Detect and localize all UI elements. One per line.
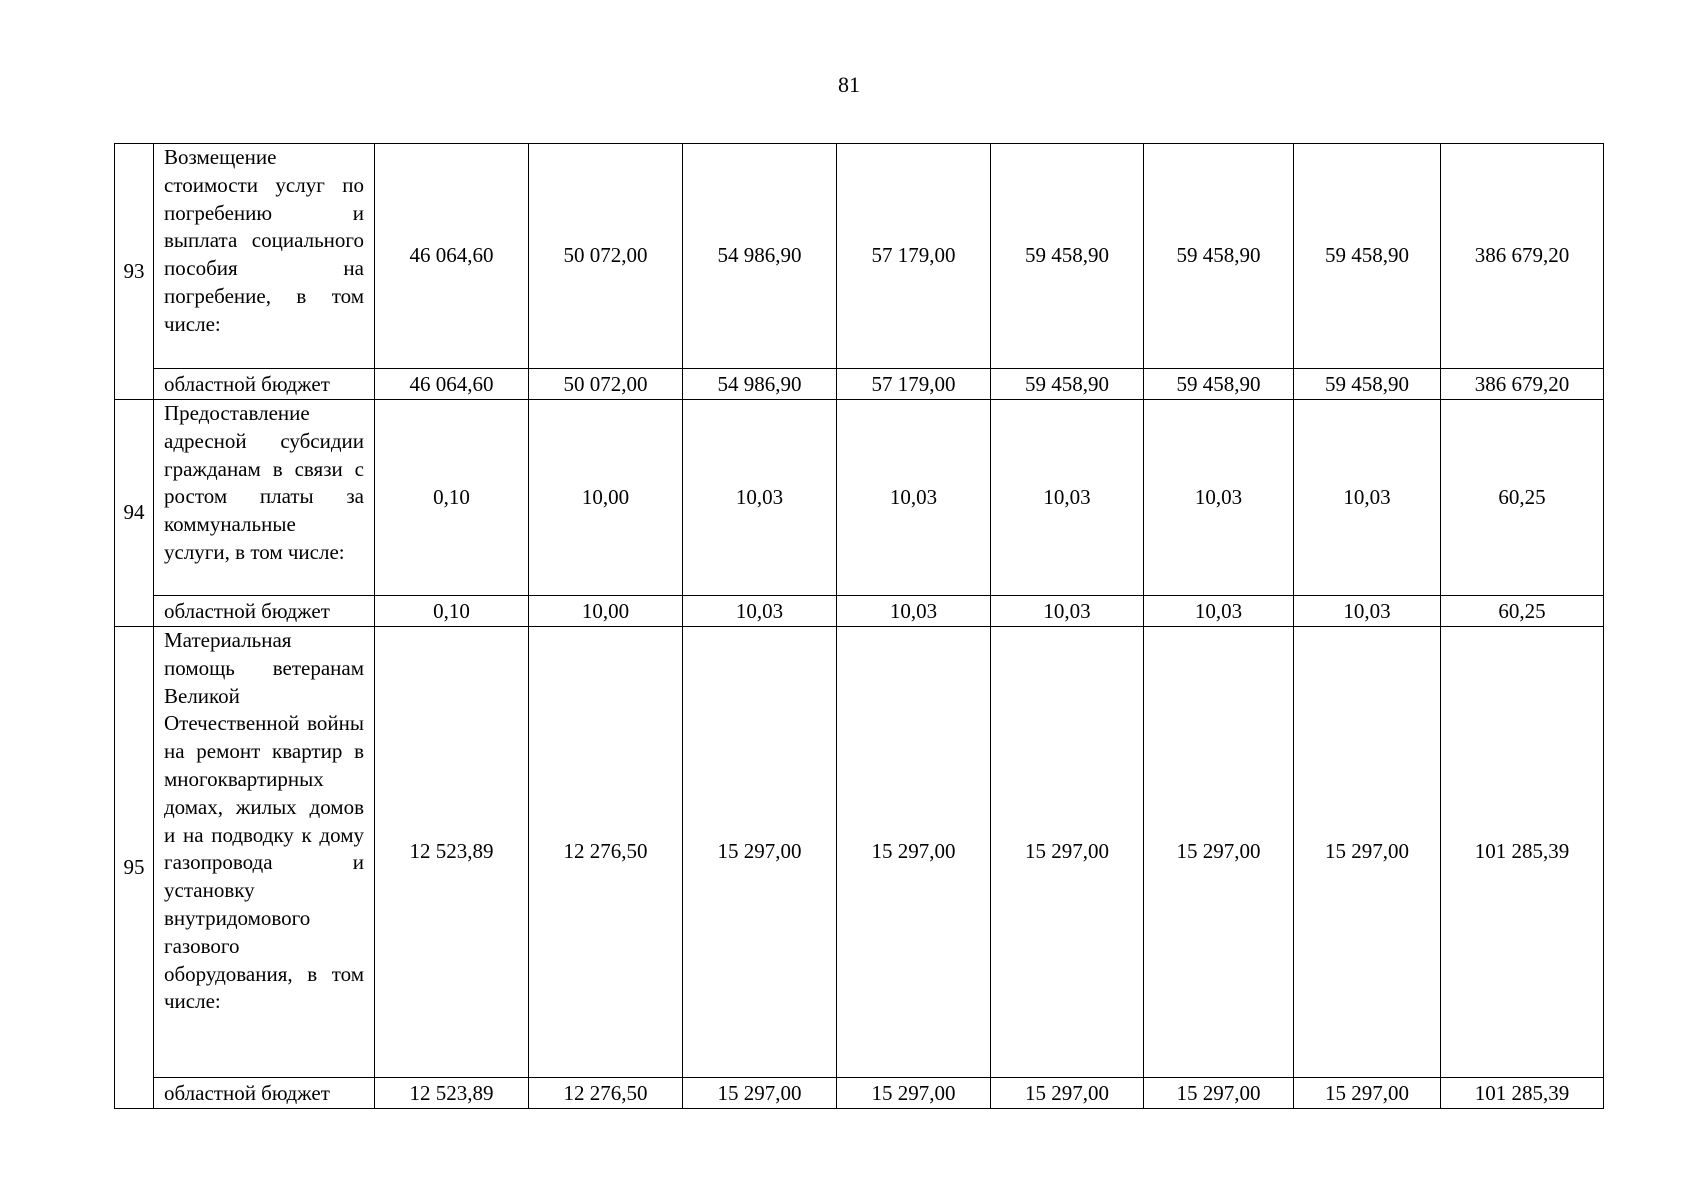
source-value: 0,10 [375, 596, 529, 627]
row-total: 386 679,20 [1441, 144, 1604, 369]
source-value: 15 297,00 [1294, 1078, 1441, 1109]
source-value: 10,03 [1294, 596, 1441, 627]
source-value: 50 072,00 [529, 369, 683, 400]
source-value: 59 458,90 [1144, 369, 1294, 400]
source-value: 12 276,50 [529, 1078, 683, 1109]
row-value: 46 064,60 [375, 144, 529, 369]
row-number: 94 [115, 400, 154, 627]
row-value: 59 458,90 [991, 144, 1144, 369]
budget-table [114, 143, 1604, 1109]
row-value: 10,03 [991, 400, 1144, 596]
source-total: 60,25 [1441, 596, 1604, 627]
row-description: Возмещение стоимости услуг по погребению и выплата социального пособия на погребение, в том числе: [154, 144, 375, 369]
table-row [115, 400, 1604, 596]
row-value: 15 297,00 [991, 627, 1144, 1078]
source-total: 386 679,20 [1441, 369, 1604, 400]
row-value: 12 276,50 [529, 627, 683, 1078]
source-value: 10,00 [529, 596, 683, 627]
table-row-source [115, 1078, 1604, 1109]
table-row-source [115, 596, 1604, 627]
row-value: 0,10 [375, 400, 529, 596]
source-value: 10,03 [991, 596, 1144, 627]
source-value: 46 064,60 [375, 369, 529, 400]
source-label: областной бюджет [154, 1078, 375, 1109]
row-total: 60,25 [1441, 400, 1604, 596]
source-value: 59 458,90 [1294, 369, 1441, 400]
row-value: 10,03 [837, 400, 991, 596]
row-number: 95 [115, 627, 154, 1109]
page-number: 81 [838, 72, 860, 97]
source-label: областной бюджет [154, 596, 375, 627]
source-label: областной бюджет [154, 369, 375, 400]
row-value: 15 297,00 [1294, 627, 1441, 1078]
row-value: 54 986,90 [683, 144, 837, 369]
row-value: 10,03 [683, 400, 837, 596]
row-description: Предоставление адресной субсидии гражданам в связи с ростом платы за коммунальные услуги, в том числе: [154, 400, 375, 596]
row-value: 59 458,90 [1294, 144, 1441, 369]
row-value: 10,03 [1144, 400, 1294, 596]
row-value: 10,00 [529, 400, 683, 596]
source-value: 15 297,00 [837, 1078, 991, 1109]
source-value: 10,03 [837, 596, 991, 627]
row-value: 12 523,89 [375, 627, 529, 1078]
source-value: 15 297,00 [683, 1078, 837, 1109]
row-total: 101 285,39 [1441, 627, 1604, 1078]
source-value: 10,03 [683, 596, 837, 627]
row-value: 57 179,00 [837, 144, 991, 369]
source-total: 101 285,39 [1441, 1078, 1604, 1109]
source-value: 12 523,89 [375, 1078, 529, 1109]
row-number: 93 [115, 144, 154, 400]
table-row [115, 144, 1604, 369]
table-row [115, 627, 1604, 1078]
row-value: 15 297,00 [683, 627, 837, 1078]
source-value: 54 986,90 [683, 369, 837, 400]
row-description: Материальная помощь ветеранам Великой Отечественной войны на ремонт квартир в многоквартирных домах, жилых домов и на подводку к дому газопровода и установку внутридомового газового оборудования, в том числе: [154, 627, 375, 1078]
row-value: 15 297,00 [1144, 627, 1294, 1078]
table-row-source [115, 369, 1604, 400]
row-value: 50 072,00 [529, 144, 683, 369]
source-value: 59 458,90 [991, 369, 1144, 400]
source-value: 10,03 [1144, 596, 1294, 627]
row-value: 15 297,00 [837, 627, 991, 1078]
source-value: 15 297,00 [991, 1078, 1144, 1109]
source-value: 15 297,00 [1144, 1078, 1294, 1109]
row-value: 59 458,90 [1144, 144, 1294, 369]
row-value: 10,03 [1294, 400, 1441, 596]
source-value: 57 179,00 [837, 369, 991, 400]
